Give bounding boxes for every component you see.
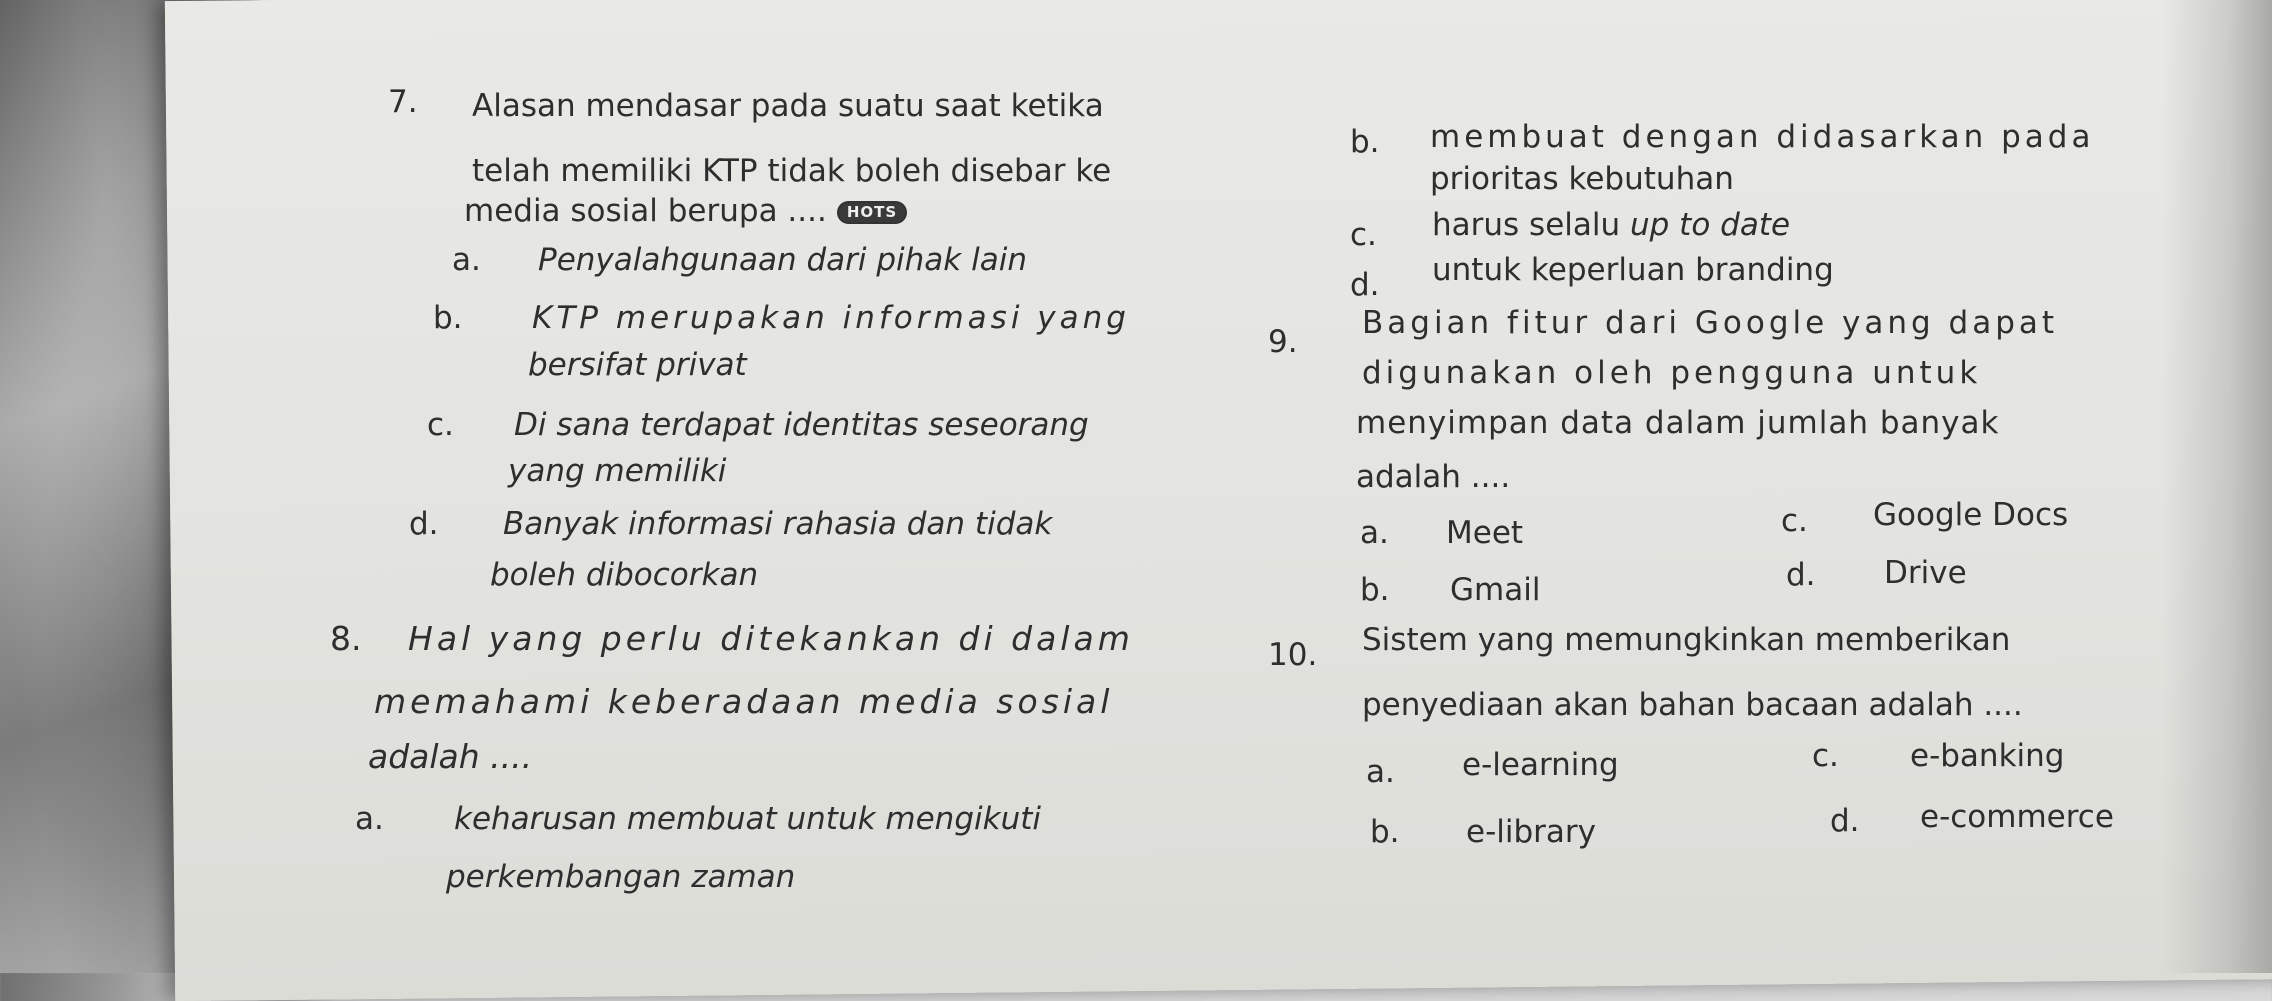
question-stem-line: menyimpan data dalam jumlah banyak [1356,405,2000,441]
option-letter: a. [1366,754,1395,790]
option-letter: a. [452,242,481,278]
option-text: Google Docs [1873,497,2069,533]
question-number: 10. [1268,637,1318,673]
option-text: Banyak informasi rahasia dan tidak [503,506,1053,542]
option-text: bersifat privat [528,347,747,383]
option-text: e-banking [1910,738,2065,774]
option-letter: a. [355,801,384,837]
option-letter: b. [1350,124,1380,160]
option-letter: b. [433,300,463,336]
option-text: KTP merupakan informasi yang [532,300,1130,336]
option-letter: d. [1830,803,1860,839]
option-text: Di sana terdapat identitas seseorang [514,407,1089,443]
question-stem-line: memahami keberadaan media sosial [374,682,1114,721]
option-text: harus selalu up to date [1432,207,1791,243]
question-stem-line: media sosial berupa .... HOTS [464,196,907,227]
option-letter: c. [427,407,454,443]
option-text: Penyalahgunaan dari pihak lain [538,242,1027,278]
option-letter: c. [1812,738,1839,774]
question-stem-line: Sistem yang memungkinkan memberikan [1362,622,2011,658]
question-stem-line: telah memiliki KTP tidak boleh disebar ke [472,153,1112,189]
option-letter: b. [1360,572,1390,608]
question-number: 9. [1268,324,1298,360]
option-text: Drive [1884,555,1967,591]
question-stem-line: Alasan mendasar pada suatu saat ketika [472,88,1104,124]
option-letter: d. [409,506,439,542]
page-shadow-edge [2162,0,2272,973]
option-text: boleh dibocorkan [490,557,759,593]
question-stem-line: adalah .... [1356,459,1511,495]
option-text: Meet [1446,515,1524,551]
option-text: membuat dengan didasarkan pada [1430,119,2095,155]
question-stem-line: adalah .... [368,737,533,776]
option-text: untuk keperluan branding [1432,252,1834,288]
option-text: prioritas kebutuhan [1430,161,1734,197]
option-text: yang memiliki [508,453,727,489]
option-letter: c. [1781,503,1808,539]
option-letter: d. [1350,267,1380,303]
question-stem-line: penyediaan akan bahan bacaan adalah .... [1362,687,2023,723]
option-letter: a. [1360,515,1389,551]
option-letter: d. [1786,557,1816,593]
hots-badge: HOTS [837,201,907,224]
question-number: 8. [330,619,362,658]
option-letter: b. [1370,814,1400,850]
option-text: perkembangan zaman [446,859,796,895]
question-stem-line: Bagian fitur dari Google yang dapat [1362,305,2059,341]
question-number: 7. [388,84,418,120]
option-text: Gmail [1450,572,1541,608]
question-stem-line: digunakan oleh pengguna untuk [1362,355,1982,391]
option-text: e-learning [1462,747,1619,783]
option-text: keharusan membuat untuk mengikuti [454,801,1041,837]
question-stem-line: Hal yang perlu ditekankan di dalam [408,619,1134,658]
option-letter: c. [1350,217,1377,253]
option-text: e-commerce [1920,799,2114,835]
option-text: e-library [1466,814,1596,850]
